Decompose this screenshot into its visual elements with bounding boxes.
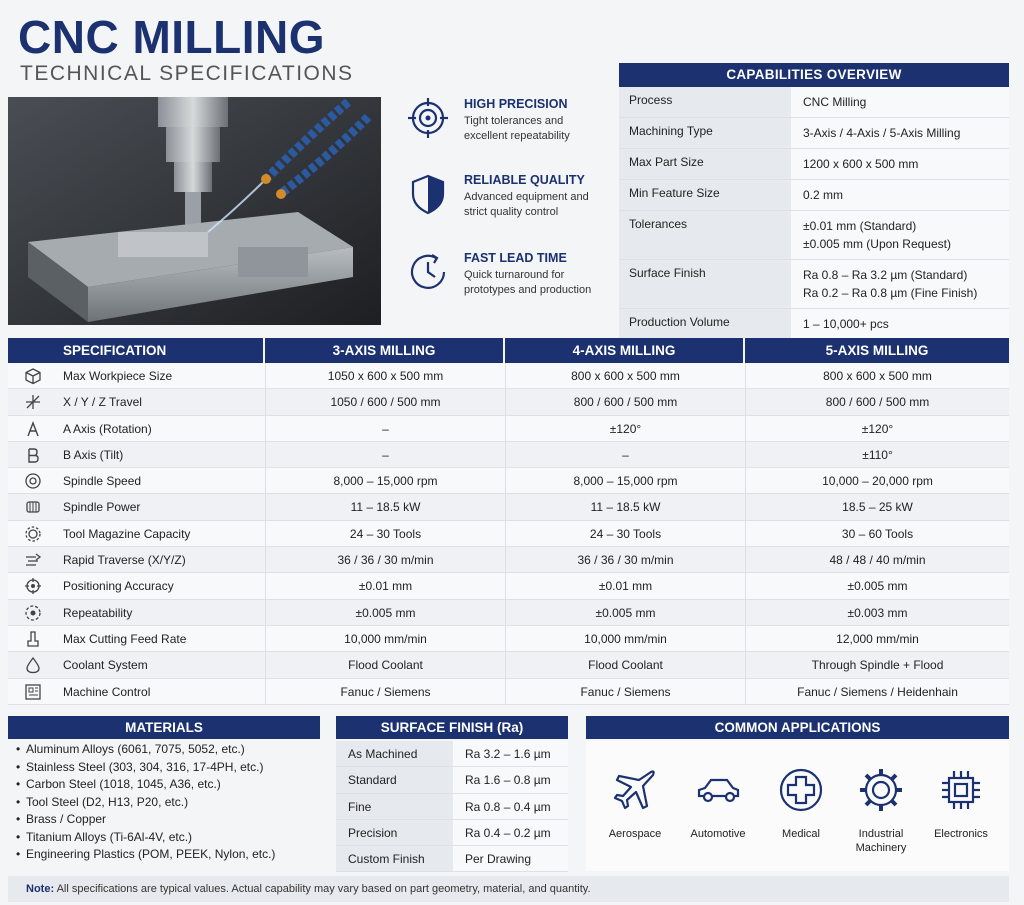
- finish-row: [336, 794, 568, 820]
- spec-value-4-axis: 36 / 36 / 30 m/min: [505, 547, 745, 572]
- spec-value-3-axis: 1050 x 600 x 500 mm: [265, 363, 505, 388]
- spec-label: Spindle Speed: [63, 474, 142, 489]
- spec-value-4-axis: ±0.01 mm: [505, 573, 745, 598]
- capabilities-value: [791, 260, 1009, 308]
- control-icon: [24, 683, 42, 701]
- footnote: [8, 876, 1009, 902]
- capabilities-value-line: ±0.01 mm (Standard): [803, 219, 917, 233]
- spec-value-3-axis: ±0.01 mm: [265, 573, 505, 598]
- spec-value-4-axis: 10,000 mm/min: [505, 626, 745, 651]
- spec-label-cell: [8, 547, 265, 572]
- spec-header-4-axis: 4-AXIS MILLING: [505, 338, 745, 363]
- spec-label-cell: [8, 679, 265, 704]
- materials-list: [8, 741, 320, 864]
- feature-desc: Advanced equipment and strict quality control: [464, 191, 589, 218]
- finish-row: [336, 846, 568, 872]
- note-text: All specifications are typical values. Actual capability may vary based on part geometry, material, and quantity.: [56, 883, 591, 895]
- spec-row: [8, 679, 1009, 705]
- spec-value-3-axis: 1050 / 600 / 500 mm: [265, 389, 505, 414]
- drop-icon: [24, 656, 42, 674]
- finish-grade: As Machined: [336, 741, 453, 766]
- spec-value-3-axis: ±0.005 mm: [265, 600, 505, 625]
- capabilities-row: [619, 149, 1009, 180]
- capabilities-row: [619, 211, 1009, 260]
- spec-row: [8, 494, 1009, 520]
- application-label: Automotive: [690, 828, 746, 840]
- spec-header-specification: SPECIFICATION: [8, 338, 265, 363]
- spec-value-5-axis: ±0.003 mm: [745, 600, 1009, 625]
- material-item: • Stainless Steel (303, 304, 316, 17-4PH, etc.): [8, 759, 320, 777]
- application-label: Medical: [782, 828, 820, 840]
- feature-desc: Quick turnaround for prototypes and production: [464, 269, 592, 296]
- capabilities-value: [791, 180, 1009, 210]
- note-label: Note:: [26, 883, 55, 895]
- a-axis-icon: [24, 420, 42, 438]
- finish-row: [336, 767, 568, 793]
- spec-label-cell: [8, 652, 265, 677]
- spec-value-3-axis: –: [265, 416, 505, 441]
- gear-icon: [857, 766, 905, 814]
- finish-grade: Fine: [336, 794, 453, 819]
- spindle-icon: [24, 472, 42, 490]
- spec-label: B Axis (Tilt): [63, 447, 124, 462]
- finish-value: Ra 1.6 – 0.8 µm: [453, 767, 568, 792]
- spec-value-5-axis: 12,000 mm/min: [745, 626, 1009, 651]
- spec-label-cell: [8, 626, 265, 651]
- capabilities-row: [619, 87, 1009, 118]
- finish-value: Ra 0.8 – 0.4 µm: [453, 794, 568, 819]
- spec-value-5-axis: 48 / 48 / 40 m/min: [745, 547, 1009, 572]
- shield-icon: [406, 172, 450, 216]
- spec-row: [8, 626, 1009, 652]
- spec-row: [8, 416, 1009, 442]
- spec-label-cell: [8, 521, 265, 546]
- feature-title: FAST LEAD TIME: [464, 251, 567, 265]
- material-item: • Tool Steel (D2, H13, P20, etc.): [8, 794, 320, 812]
- motor-icon: [24, 498, 42, 516]
- spec-value-5-axis: 800 / 600 / 500 mm: [745, 389, 1009, 414]
- spec-value-5-axis: 30 – 60 Tools: [745, 521, 1009, 546]
- feature-fast-lead-time: [406, 250, 606, 310]
- finish-value: Ra 3.2 – 1.6 µm: [453, 741, 568, 766]
- capabilities-key: Max Part Size: [619, 149, 791, 179]
- gear-icon: [24, 525, 42, 543]
- applications-panel: [586, 741, 1009, 871]
- spec-row: [8, 573, 1009, 599]
- application-aerospace: [595, 766, 675, 841]
- spec-label-cell: [8, 600, 265, 625]
- spec-row: [8, 363, 1009, 389]
- application-automotive: [678, 766, 758, 841]
- spec-value-5-axis: 10,000 – 20,000 rpm: [745, 468, 1009, 493]
- capabilities-value-line: CNC Milling: [803, 95, 867, 109]
- feature-title: HIGH PRECISION: [464, 97, 568, 111]
- capabilities-overview: [619, 63, 1009, 340]
- feed-icon: [24, 630, 42, 648]
- spec-value-4-axis: 11 – 18.5 kW: [505, 494, 745, 519]
- spec-row: [8, 547, 1009, 573]
- spec-label: Max Cutting Feed Rate: [63, 631, 187, 646]
- capabilities-row: [619, 118, 1009, 149]
- capabilities-key: Tolerances: [619, 211, 791, 259]
- spec-value-4-axis: 24 – 30 Tools: [505, 521, 745, 546]
- material-item: • Aluminum Alloys (6061, 7075, 5052, etc.): [8, 741, 320, 759]
- capabilities-value-line: Ra 0.8 – Ra 3.2 µm (Standard): [803, 268, 968, 282]
- feature-title: RELIABLE QUALITY: [464, 173, 585, 187]
- spec-label-cell: [8, 416, 265, 441]
- crosshair-icon: [24, 577, 42, 595]
- spec-label: Max Workpiece Size: [63, 369, 173, 383]
- spec-value-3-axis: –: [265, 442, 505, 467]
- capabilities-value: [791, 211, 1009, 259]
- capabilities-key: Machining Type: [619, 118, 791, 148]
- capabilities-value-line: ±0.005 mm (Upon Request): [803, 237, 951, 251]
- spec-label-cell: [8, 363, 265, 388]
- spec-value-4-axis: ±120°: [505, 416, 745, 441]
- spec-value-4-axis: 800 x 600 x 500 mm: [505, 363, 745, 388]
- spec-value-4-axis: 8,000 – 15,000 rpm: [505, 468, 745, 493]
- application-medical: [761, 766, 841, 841]
- cnc-machine-photo: [8, 97, 381, 325]
- capabilities-key: Surface Finish: [619, 260, 791, 308]
- capabilities-key: Production Volume: [619, 309, 791, 339]
- spec-value-4-axis: ±0.005 mm: [505, 600, 745, 625]
- finish-value: Ra 0.4 – 0.2 µm: [453, 820, 568, 845]
- spec-value-3-axis: 24 – 30 Tools: [265, 521, 505, 546]
- clock-icon: [406, 250, 450, 294]
- spec-label: Rapid Traverse (X/Y/Z): [63, 553, 186, 568]
- spec-label-cell: [8, 442, 265, 467]
- material-item: • Engineering Plastics (POM, PEEK, Nylon, etc.): [8, 846, 320, 864]
- spec-value-5-axis: Through Spindle + Flood: [745, 652, 1009, 677]
- capabilities-value-line: 1 – 10,000+ pcs: [803, 317, 889, 331]
- spec-value-3-axis: 36 / 36 / 30 m/min: [265, 547, 505, 572]
- feature-reliable-quality: [406, 172, 606, 232]
- finish-value: Per Drawing: [453, 846, 568, 871]
- finish-grade: Precision: [336, 820, 453, 845]
- feature-high-precision: [406, 96, 606, 156]
- capabilities-value-line: Ra 0.2 – Ra 0.8 µm (Fine Finish): [803, 286, 978, 300]
- spec-label-cell: [8, 389, 265, 414]
- spec-label: Coolant System: [63, 658, 148, 673]
- spec-value-4-axis: –: [505, 442, 745, 467]
- spec-header-3-axis: 3-AXIS MILLING: [265, 338, 505, 363]
- repeat-icon: [24, 604, 42, 622]
- capabilities-value: [791, 149, 1009, 179]
- spec-label: A Axis (Rotation): [63, 421, 152, 436]
- capabilities-value-line: 3-Axis / 4-Axis / 5-Axis Milling: [803, 126, 961, 140]
- speed-icon: [24, 551, 42, 569]
- target-icon: [406, 96, 450, 140]
- spec-row: [8, 600, 1009, 626]
- spec-value-4-axis: Fanuc / Siemens: [505, 679, 745, 704]
- material-item: • Brass / Copper: [8, 811, 320, 829]
- application-industrial-machinery: [841, 766, 921, 855]
- spec-row: [8, 389, 1009, 415]
- capabilities-value-line: 1200 x 600 x 500 mm: [803, 157, 919, 171]
- capabilities-value-line: 0.2 mm: [803, 188, 844, 202]
- finish-grade: Custom Finish: [336, 846, 453, 871]
- spec-value-3-axis: Flood Coolant: [265, 652, 505, 677]
- cube-icon: [24, 367, 42, 385]
- spec-label-cell: [8, 573, 265, 598]
- capabilities-key: Min Feature Size: [619, 180, 791, 210]
- capabilities-row: [619, 309, 1009, 340]
- feature-desc: Tight tolerances and excellent repeatability: [464, 115, 570, 142]
- airplane-icon: [611, 766, 659, 814]
- spec-label: X / Y / Z Travel: [63, 395, 142, 410]
- capabilities-value: [791, 87, 1009, 117]
- spec-value-3-axis: 11 – 18.5 kW: [265, 494, 505, 519]
- spec-label: Positioning Accuracy: [63, 579, 174, 594]
- spec-row: [8, 442, 1009, 468]
- capabilities-value: [791, 309, 1009, 339]
- spec-label: Tool Magazine Capacity: [63, 526, 191, 541]
- spec-label-cell: [8, 494, 265, 519]
- application-label: Industrial Machinery: [855, 828, 907, 854]
- specification-table: [8, 338, 1009, 705]
- spec-value-5-axis: 18.5 – 25 kW: [745, 494, 1009, 519]
- spec-value-5-axis: ±0.005 mm: [745, 573, 1009, 598]
- spec-value-3-axis: 10,000 mm/min: [265, 626, 505, 651]
- finish-row: [336, 741, 568, 767]
- page-title: CNC MILLING: [18, 11, 326, 63]
- spec-value-5-axis: Fanuc / Siemens / Heidenhain: [745, 679, 1009, 704]
- applications-heading: COMMON APPLICATIONS: [586, 716, 1009, 739]
- spec-label: Machine Control: [63, 684, 151, 699]
- surface-finish-heading: SURFACE FINISH (Ra): [336, 716, 568, 739]
- capabilities-key: Process: [619, 87, 791, 117]
- b-axis-icon: [24, 446, 42, 464]
- spec-row: [8, 521, 1009, 547]
- spec-value-5-axis: ±120°: [745, 416, 1009, 441]
- material-item: • Carbon Steel (1018, 1045, A36, etc.): [8, 776, 320, 794]
- application-label: Electronics: [934, 828, 988, 840]
- application-label: Aerospace: [608, 828, 662, 840]
- chip-icon: [937, 766, 985, 814]
- spec-row: [8, 468, 1009, 494]
- materials-heading: MATERIALS: [8, 716, 320, 739]
- spec-label-cell: [8, 468, 265, 493]
- capabilities-row: [619, 180, 1009, 211]
- spec-label: Repeatability: [63, 605, 133, 620]
- capabilities-value: [791, 118, 1009, 148]
- axes-icon: [24, 393, 42, 411]
- spec-label: Spindle Power: [63, 500, 141, 515]
- car-icon: [694, 766, 742, 814]
- spec-row: [8, 652, 1009, 678]
- spec-value-5-axis: 800 x 600 x 500 mm: [745, 363, 1009, 388]
- spec-header-5-axis: 5-AXIS MILLING: [745, 338, 1009, 363]
- spec-value-4-axis: Flood Coolant: [505, 652, 745, 677]
- spec-table-header: [8, 338, 1009, 363]
- page-subtitle: TECHNICAL SPECIFICATIONS: [20, 62, 354, 85]
- capabilities-heading: CAPABILITIES OVERVIEW: [619, 63, 1009, 87]
- spec-value-5-axis: ±110°: [745, 442, 1009, 467]
- capabilities-row: [619, 260, 1009, 309]
- spec-value-3-axis: Fanuc / Siemens: [265, 679, 505, 704]
- spec-value-3-axis: 8,000 – 15,000 rpm: [265, 468, 505, 493]
- finish-grade: Standard: [336, 767, 453, 792]
- material-item: • Titanium Alloys (Ti-6Al-4V, etc.): [8, 829, 320, 847]
- application-electronics: [921, 766, 1001, 841]
- medical-cross-icon: [777, 766, 825, 814]
- surface-finish-table: [336, 741, 568, 872]
- spec-value-4-axis: 800 / 600 / 500 mm: [505, 389, 745, 414]
- finish-row: [336, 820, 568, 846]
